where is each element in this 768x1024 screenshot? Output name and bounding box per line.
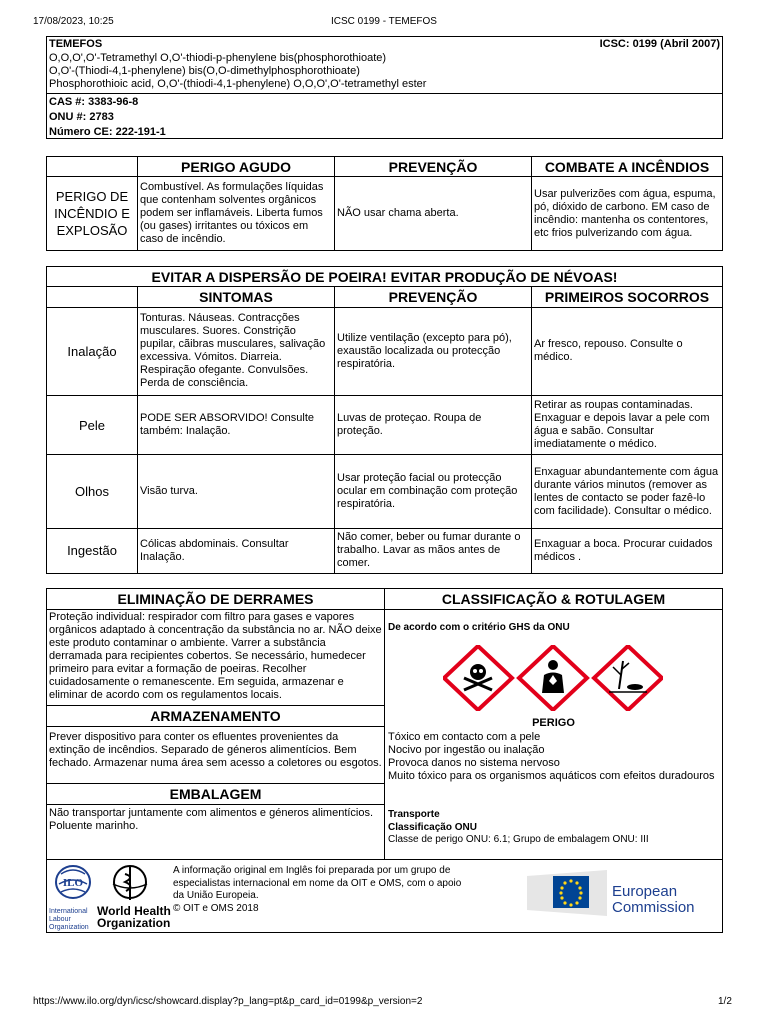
- ilo-logo-icon: [53, 864, 93, 900]
- un-number: ONU #: 2783: [49, 111, 114, 123]
- row-label-ingestion: Ingestão: [47, 528, 138, 573]
- classification-column: [384, 588, 723, 860]
- classification-title: CLASSIFICAÇÃO & ROTULAGEM: [385, 589, 722, 610]
- symptoms-cell: PODE SER ABSORVIDO! Consulte também: Inalação.: [138, 395, 335, 454]
- row-label-skin: Pele: [47, 395, 138, 454]
- synonym: O,O'-(Thiodi-4,1-phenylene) bis(O,O-dimethylphosphorothioate): [49, 65, 360, 77]
- packaging-title: EMBALAGEM: [47, 784, 384, 805]
- hazard-statement: Provoca danos no sistema nervoso: [388, 757, 560, 769]
- table-row: [47, 395, 723, 454]
- who-name-line: Organization: [97, 916, 171, 930]
- fire-hazard-text: Combustível. As formulações líquidas que contenham solventes orgânicos podem ser inflamáveis. Liberta fumos (ou gases) irritantes ou tóxicos em caso de incêndio.: [138, 177, 335, 251]
- prevention-cell: Utilize ventilação (excepto para pó), exaustão localizada ou protecção respiratória.: [335, 307, 532, 395]
- header-fire-fighting: COMBATE A INCÊNDIOS: [532, 157, 723, 177]
- header-symptoms: SINTOMAS: [138, 287, 335, 307]
- credits-text: [173, 865, 473, 915]
- symptoms-cell: Tonturas. Náuseas. Contracções musculares. Suores. Constrição pupilar, cãibras musculares, salivação excessiva. Vómitos. Diarreia. Respiração ofegante. Convulsões. Perda de consciência.: [138, 307, 335, 395]
- synonym: Phosphorothioic acid, O,O'-(thiodi-4,1-phenylene) O,O,O',O'-tetramethyl ester: [49, 78, 427, 90]
- fire-hazard-table: [46, 156, 723, 251]
- table-row: [47, 307, 723, 395]
- header-first-aid: PRIMEIROS SOCORROS: [532, 287, 723, 307]
- ec-name-line: European: [612, 883, 678, 900]
- who-name-line: World Health: [97, 904, 171, 918]
- hazard-statement: Tóxico em contacto com a pele: [388, 731, 541, 743]
- packaging-line: Poluente marinho.: [49, 820, 139, 832]
- ilo-name: [49, 908, 89, 932]
- first-aid-cell: Enxaguar a boca. Procurar cuidados médicos .: [532, 528, 723, 573]
- identity-box: [46, 36, 723, 139]
- prevention-cell: Usar proteção facial ou protecção ocular em combinação com proteção respiratória.: [335, 455, 532, 529]
- hazard-statement: Nocivo por ingestão ou inalação: [388, 744, 545, 756]
- dispersion-banner: EVITAR A DISPERSÃO DE POEIRA! EVITAR PRODUÇÃO DE NÉVOAS!: [47, 267, 723, 287]
- environment-icon: [594, 646, 662, 710]
- signal-word: PERIGO: [532, 717, 575, 729]
- symptoms-cell: Visão turva.: [138, 455, 335, 529]
- credits-paragraph: A informação original em Inglês foi preparada por um grupo de especialistas internacional em nome da OIT e OMS, com o apoio da União Europeia.: [173, 865, 462, 901]
- row-label-inhalation: Inalação: [47, 307, 138, 395]
- first-aid-cell: Ar fresco, repouso. Consulte o médico.: [532, 307, 723, 395]
- synonym: O,O,O',O'-Tetramethyl O,O'-thiodi-p-phenylene bis(phosphorothioate): [49, 52, 387, 64]
- row-label-eyes: Olhos: [47, 455, 138, 529]
- prevention-cell: Luvas de proteçao. Roupa de proteção.: [335, 395, 532, 454]
- ilo-name-line: Organization: [49, 924, 89, 931]
- copyright: © OIT e OMS 2018: [173, 902, 259, 914]
- fire-fighting-text: Usar pulverizões com água, espuma, pó, dióxido de carbono. EM caso de incêndio: mantenha os contentores, etc frios pulverizando com água.: [532, 177, 723, 251]
- header-prevention: PREVENÇÃO: [335, 287, 532, 307]
- icsc-number: ICSC: 0199 (Abril 2007): [599, 38, 720, 50]
- chemical-name: TEMEFOS: [49, 38, 103, 50]
- storage-title: ARMAZENAMENTO: [47, 706, 384, 727]
- ec-name: [612, 884, 695, 916]
- prevention-cell: Não comer, beber ou fumar durante o trabalho. Lavar as mãos antes de comer.: [335, 528, 532, 573]
- health-hazard-icon: [519, 646, 587, 710]
- cas-number: CAS #: 3383-96-8: [49, 96, 139, 108]
- ghs-pictograms: [443, 645, 663, 711]
- row-label-fire: PERIGO DE INCÊNDIO E EXPLOSÃO: [47, 177, 138, 251]
- table-row: [47, 528, 723, 573]
- skull-crossbones-icon: [444, 646, 512, 710]
- header-acute-hazard: PERIGO AGUDO: [138, 157, 335, 177]
- ilo-name-line: International: [49, 908, 88, 915]
- page-number: 1/2: [718, 996, 732, 1007]
- ilo-logo-text: ILO: [62, 877, 84, 889]
- symptoms-cell: Cólicas abdominais. Consultar Inalação.: [138, 528, 335, 573]
- un-class-label: Classificação ONU: [388, 822, 477, 833]
- who-name: [97, 905, 171, 929]
- european-commission-logo-icon: [527, 870, 607, 916]
- exposure-table: [46, 266, 723, 574]
- print-title: ICSC 0199 - TEMEFOS: [331, 16, 437, 27]
- print-url: https://www.ilo.org/dyn/icsc/showcard.display?p_lang=pt&p_card_id=0199&p_version=2: [33, 996, 423, 1007]
- transport-label: Transporte: [388, 809, 440, 820]
- spill-title: ELIMINAÇÃO DE DERRAMES: [47, 589, 384, 610]
- hazard-statement: Muito tóxico para os organismos aquáticos com efeitos duradouros: [388, 770, 715, 782]
- header-prevention: PREVENÇÃO: [335, 157, 532, 177]
- hazard-statements: [388, 731, 718, 783]
- storage-text: Prever dispositivo para conter os efluentes provenientes da extinção de incêndios. Separado de géneros alimentícios. Bem fechado. Armazenar numa área sem acesso a coletores ou esgotos.: [47, 727, 384, 784]
- ec-number: Número CE: 222-191-1: [49, 126, 166, 138]
- ilo-name-line: Labour: [49, 916, 71, 923]
- first-aid-cell: Enxaguar abundantemente com água durante vários minutos (remover as lentes de contacto se poder fazê-lo com facilidade). Consultar o médico.: [532, 455, 723, 529]
- fire-prevention-text: NÃO usar chama aberta.: [335, 177, 532, 251]
- table-row: [47, 455, 723, 529]
- handling-column: [46, 588, 385, 860]
- packaging-line: Não transportar juntamente com alimentos e géneros alimentícios.: [49, 807, 374, 819]
- ghs-criteria: De acordo com o critério GHS da ONU: [388, 622, 570, 633]
- first-aid-cell: Retirar as roupas contaminadas. Enxaguar e depois lavar a pele com água e sabão. Consultar imediatamente o médico.: [532, 395, 723, 454]
- credits-box: [46, 859, 723, 933]
- print-datetime: 17/08/2023, 10:25: [33, 16, 114, 27]
- un-class-text: Classe de perigo ONU: 6.1; Grupo de embalagem ONU: III: [388, 834, 649, 845]
- ec-name-line: Commission: [612, 899, 695, 916]
- who-logo-icon: [109, 862, 151, 902]
- spill-text: Proteção individual: respirador com filtro para gases e vapores orgânicos adaptado à concentração da substância no ar. NÃO deixe este produto contaminar o ambiente. Varrer a substância derramada para recipientes cobertos. Se necessário, humedecer primeiro para evitar a formação de poeiras. Recolher cuidadosamente o remanescente. Em seguida, armazenar e eliminar de acordo com os regulamentos locais.: [47, 610, 384, 706]
